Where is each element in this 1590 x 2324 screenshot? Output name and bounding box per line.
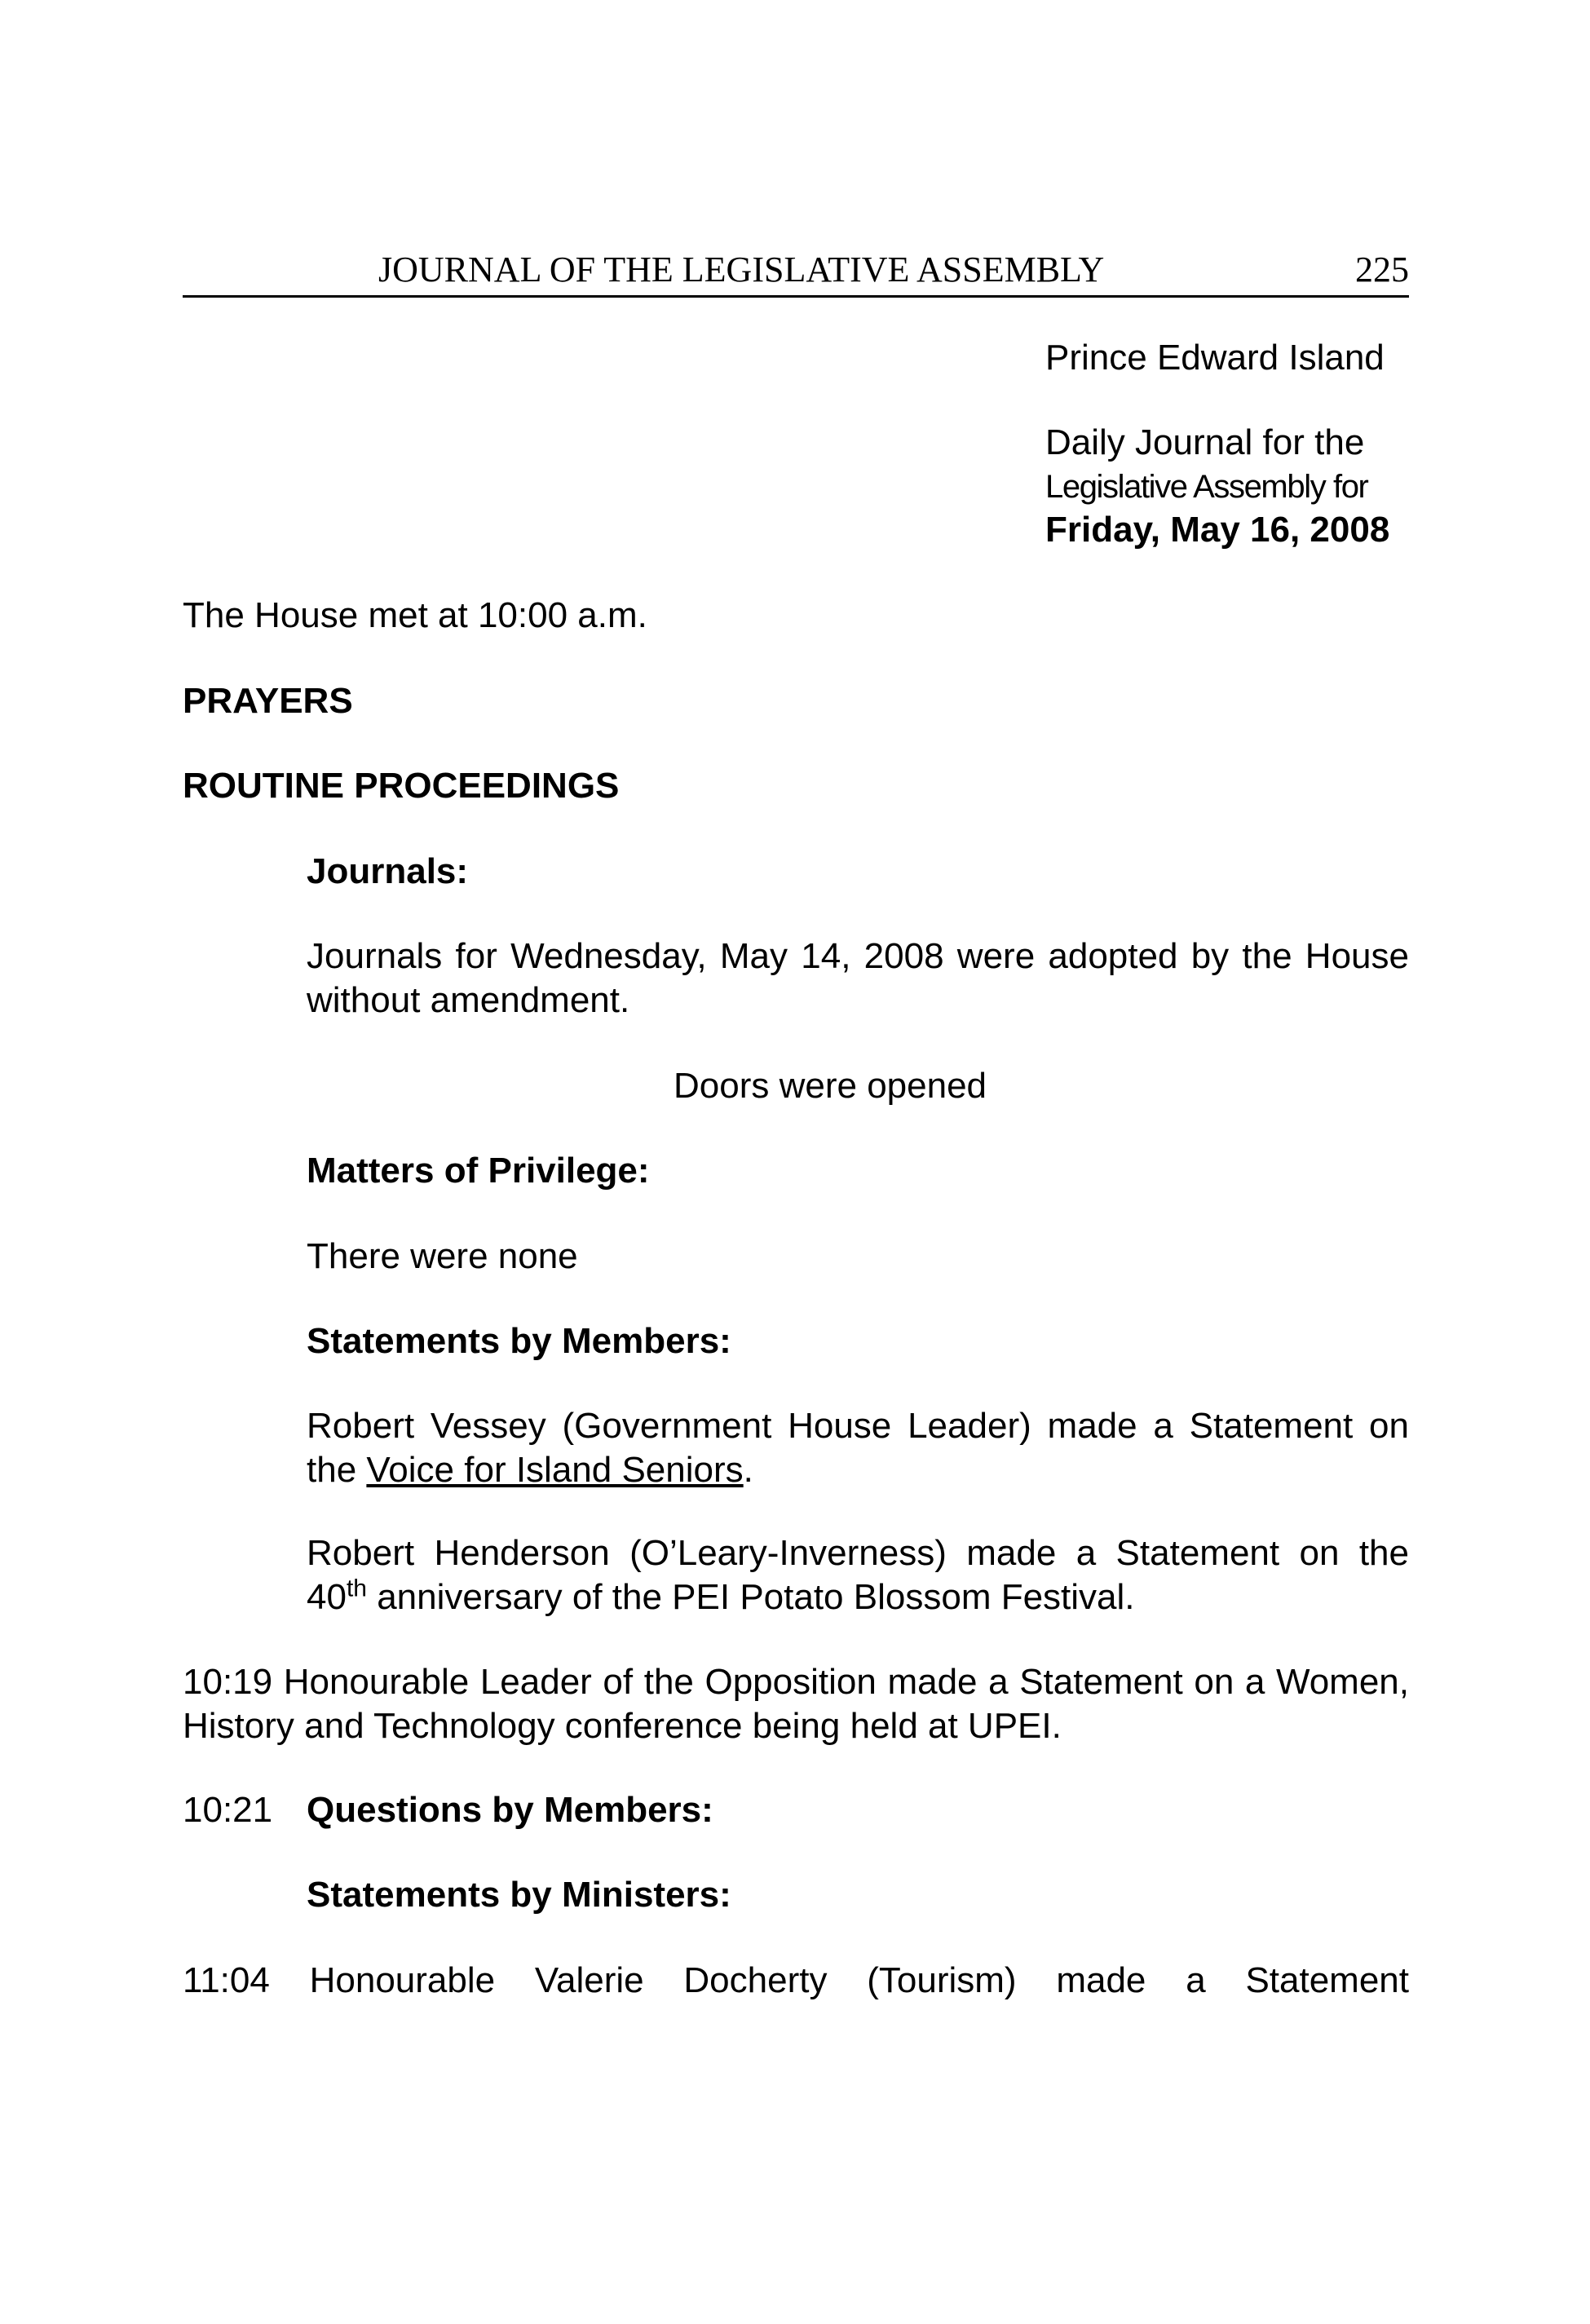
heading-prayers: PRAYERS: [183, 681, 353, 721]
opening-time: The House met at 10:00 a.m.: [183, 595, 647, 635]
questions-time: 10:21: [183, 1790, 273, 1830]
voice-for-island-seniors: Voice for Island Seniors: [366, 1450, 744, 1490]
ordinal-suffix: th: [346, 1575, 367, 1602]
henderson-text: Robert Henderson (O’Leary-Inverness) made a Statement on the 40: [307, 1533, 1409, 1617]
heading-journals: Journals:: [307, 851, 469, 891]
heading-statements-by-members: Statements by Members:: [307, 1321, 731, 1361]
henderson-statement: [307, 1531, 1409, 1619]
journal-line-2: Legislative Assembly for: [1045, 469, 1368, 505]
heading-routine-proceedings: ROUTINE PROCEEDINGS: [183, 766, 620, 806]
journal-line-1: Daily Journal for the: [1045, 422, 1365, 462]
province-name: Prince Edward Island: [1045, 338, 1385, 378]
page-number: 225: [1355, 250, 1409, 289]
vessey-text: Robert Vessey (Government House Leader) made a Statement on the: [307, 1406, 1409, 1490]
henderson-text-end: anniversary of the PEI Potato Blossom Festival.: [366, 1577, 1135, 1617]
doors-opened: Doors were opened: [674, 1066, 987, 1106]
vessey-period: .: [743, 1450, 753, 1490]
journal-title: JOURNAL OF THE LEGISLATIVE ASSEMBLY: [378, 250, 1105, 289]
privilege-text: There were none: [307, 1236, 578, 1276]
docherty-statement: 11:04 Honourable Valerie Docherty (Tourism) made a Statement: [183, 1960, 1409, 2000]
running-header: [183, 245, 1409, 298]
vessey-statement: [307, 1404, 1409, 1492]
opposition-statement: 10:19 Honourable Leader of the Opposition made a Statement on a Women, History and Technology conference being held at UPEI.: [183, 1662, 1409, 1746]
heading-questions-by-members: Questions by Members:: [307, 1790, 713, 1830]
journals-paragraph: Journals for Wednesday, May 14, 2008 were adopted by the House without amendment.: [307, 936, 1409, 1020]
journal-date: Friday, May 16, 2008: [1045, 510, 1390, 550]
heading-matters-of-privilege: Matters of Privilege:: [307, 1151, 650, 1191]
heading-statements-by-ministers: Statements by Ministers:: [307, 1875, 731, 1915]
